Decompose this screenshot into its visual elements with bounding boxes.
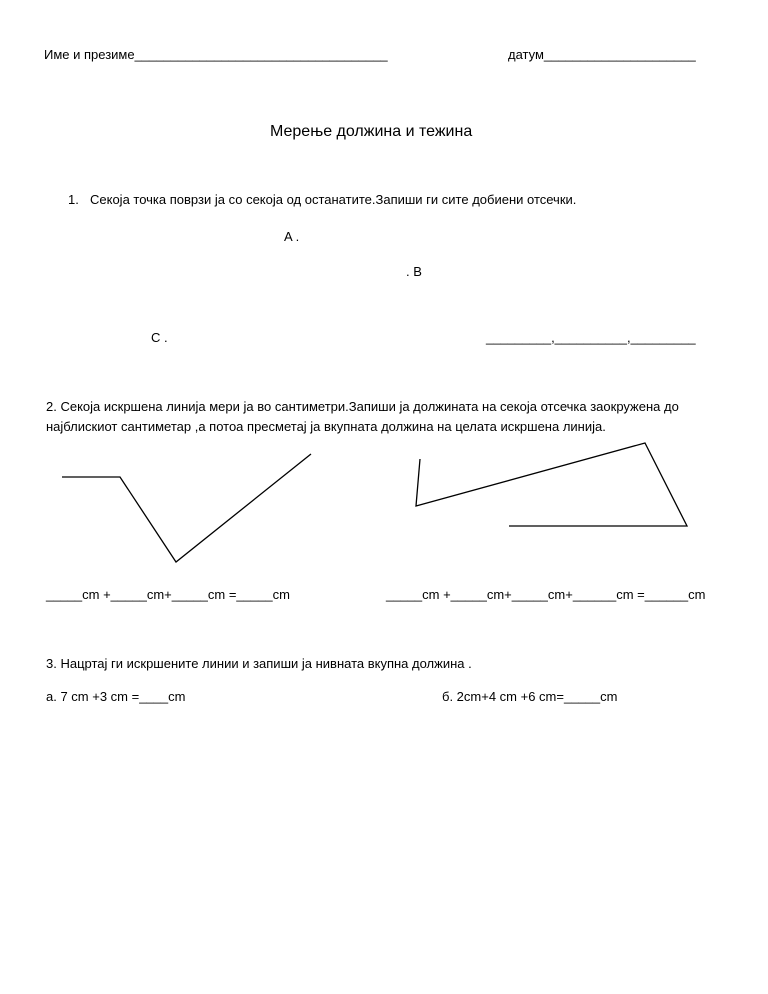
broken-line-right [416,443,687,526]
task2-instruction-line1: 2. Секоја искршена линија мери ја во сантиметри.Запиши ја должината на секоја отсечка заокружена до [46,399,679,414]
point-c-label: C . [151,330,168,345]
page-title: Мерење должина и тежина [270,123,473,140]
task1-number: 1. [68,192,79,207]
task2-answer-left: _____cm +_____cm+_____cm =_____cm [46,587,290,602]
task3-instruction: 3. Нацртај ги искршените линии и запиши ја нивната вкупна должина . [46,656,472,671]
task1-instruction: Секоја точка поврзи ја со секоја од останатите.Запиши ги сите добиени отсечки. [90,192,577,207]
task3-item-b: б. 2cm+4 cm +6 cm=_____cm [442,689,618,704]
date-field-label: датум_____________________ [508,47,696,62]
task3-item-a: а. 7 cm +3 cm =____cm [46,689,186,704]
task1-answer-blanks: _________,__________,_________ [486,330,696,345]
name-field-label: Име и презиме___________________________________ [44,47,388,62]
point-a-label: A . [284,229,300,244]
task2-answer-right: _____cm +_____cm+_____cm+______cm =______cm [386,587,706,602]
point-b-label: . B [406,264,422,279]
task2-instruction-line2: најблискиот сантиметар ,а потоа пресметај ја вкупната должина на целата искршена линија. [46,419,606,434]
broken-line-left [62,454,311,562]
